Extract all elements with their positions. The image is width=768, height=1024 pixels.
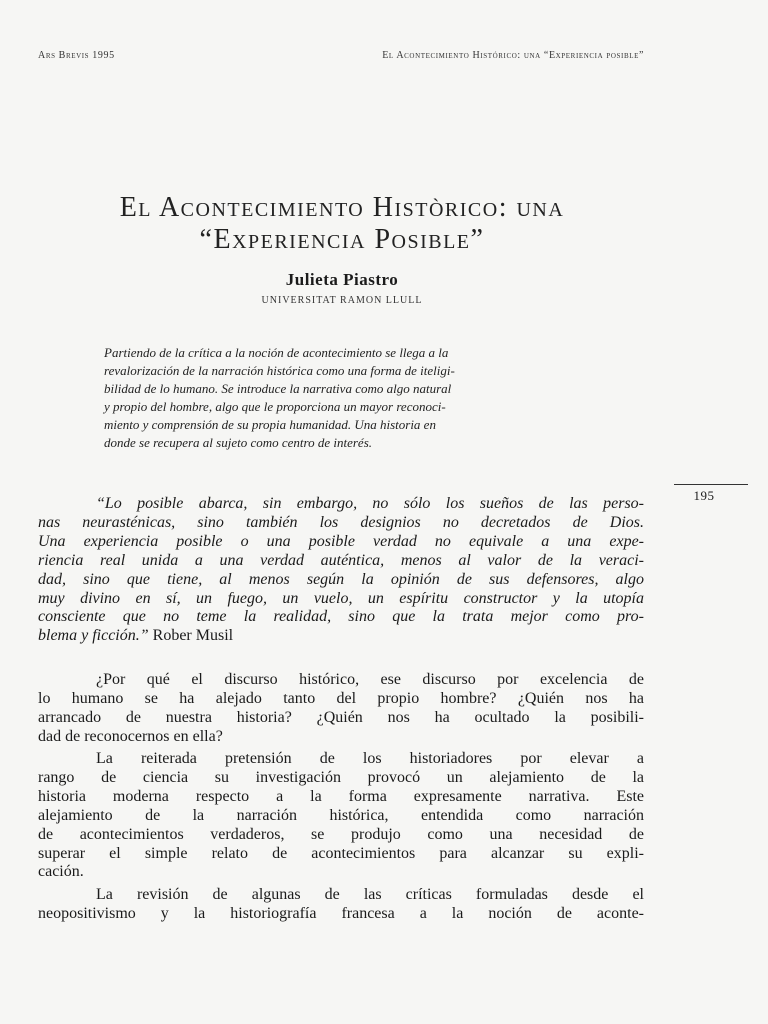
- epigraph-attribution: Rober Musil: [152, 627, 234, 645]
- paragraph-line: ¿Por qué el discurso histórico, ese discurso por excelencia de: [96, 671, 644, 688]
- abstract-line: miento y comprensión de su propia humanidad. Una historia en: [104, 416, 436, 432]
- abstract-line: Partiendo de la crítica a la noción de acontecimiento se llega a la: [104, 345, 449, 360]
- body-paragraph: [38, 671, 644, 747]
- running-head-left: Ars Brevis 1995: [38, 50, 115, 61]
- article-title: [0, 192, 684, 256]
- paragraph-line: superar el simple relato de acontecimientos para alcanzar su expli-: [38, 844, 644, 862]
- paragraph-line: rango de ciencia su investigación provocó un alejamiento de la: [38, 768, 644, 786]
- epigraph-line: “Lo posible abarca, sin embargo, no sólo los sueños de las perso-: [96, 495, 644, 512]
- epigraph-last-line: [38, 627, 644, 646]
- paragraph-line: alejamiento de la narración histórica, entendida como narración: [38, 806, 644, 824]
- body-paragraph: [38, 886, 644, 924]
- paragraph-line: arrancado de nuestra historia? ¿Quién nos ha ocultado la posibili-: [38, 708, 644, 726]
- abstract: [104, 344, 590, 451]
- abstract-line: y propio del hombre, algo que le proporciona un mayor reconoci-: [104, 398, 446, 414]
- paragraph-line: historia moderna respecto a la forma expresamente narrativa. Este: [38, 787, 644, 805]
- article-title-line-2: “Experiencia Posible”: [199, 224, 485, 255]
- paragraph-line: neopositivismo y la historiografía francesa a la noción de aconte-: [38, 904, 644, 922]
- epigraph-line: riencia real unida a una verdad auténtica, menos al valor de la veraci-: [38, 551, 644, 569]
- page-number: 195: [693, 488, 715, 503]
- epigraph-line: nas neurasténicas, sino también los designios no decretados de Dios.: [38, 513, 644, 531]
- body-paragraph: [38, 750, 644, 882]
- abstract-line: revalorización de la narración histórica como una forma de iteligi-: [104, 362, 455, 378]
- author-name: Julieta Piastro: [285, 270, 399, 289]
- epigraph-line: muy divino en sí, un fuego, un vuelo, un espíritu constructor y la utopía: [38, 589, 644, 607]
- page-number-rule: [674, 484, 748, 485]
- abstract-line: bilidad de lo humano. Se introduce la narrativa como algo natural: [104, 380, 452, 396]
- epigraph: [38, 495, 644, 646]
- paragraph-line: La reiterada pretensión de los historiadores por elevar a: [96, 750, 644, 767]
- paragraph-line: La revisión de algunas de las críticas formuladas desde el: [96, 886, 644, 903]
- epigraph-line: consciente que no teme la realidad, sino que la trata mejor como pro-: [38, 608, 644, 626]
- article-title-line-1: El Acontecimiento Històrico: una: [119, 192, 565, 223]
- epigraph-line: Una experiencia posible o una posible verdad no equivale a una expe-: [38, 532, 644, 550]
- paragraph-line: de acontecimientos verdaderos, se produjo como una necesidad de: [38, 825, 644, 843]
- abstract-line: donde se recupera al sujeto como centro de interés.: [104, 434, 372, 450]
- epigraph-line: dad, sino que tiene, al menos según la opinión de sus defensores, algo: [38, 570, 644, 588]
- author-affiliation: UNIVERSITAT RAMON LLULL: [261, 295, 423, 306]
- paragraph-line: dad de reconocernos en ella?: [38, 727, 223, 745]
- running-head-right: El Acontecimiento Histórico: una “Experiencia posible”: [382, 50, 644, 61]
- epigraph-line: blema y ficción.”: [38, 627, 149, 645]
- paragraph-line: lo humano se ha alejado tanto del propio hombre? ¿Quién nos ha: [38, 689, 644, 707]
- paragraph-line: cación.: [38, 863, 84, 881]
